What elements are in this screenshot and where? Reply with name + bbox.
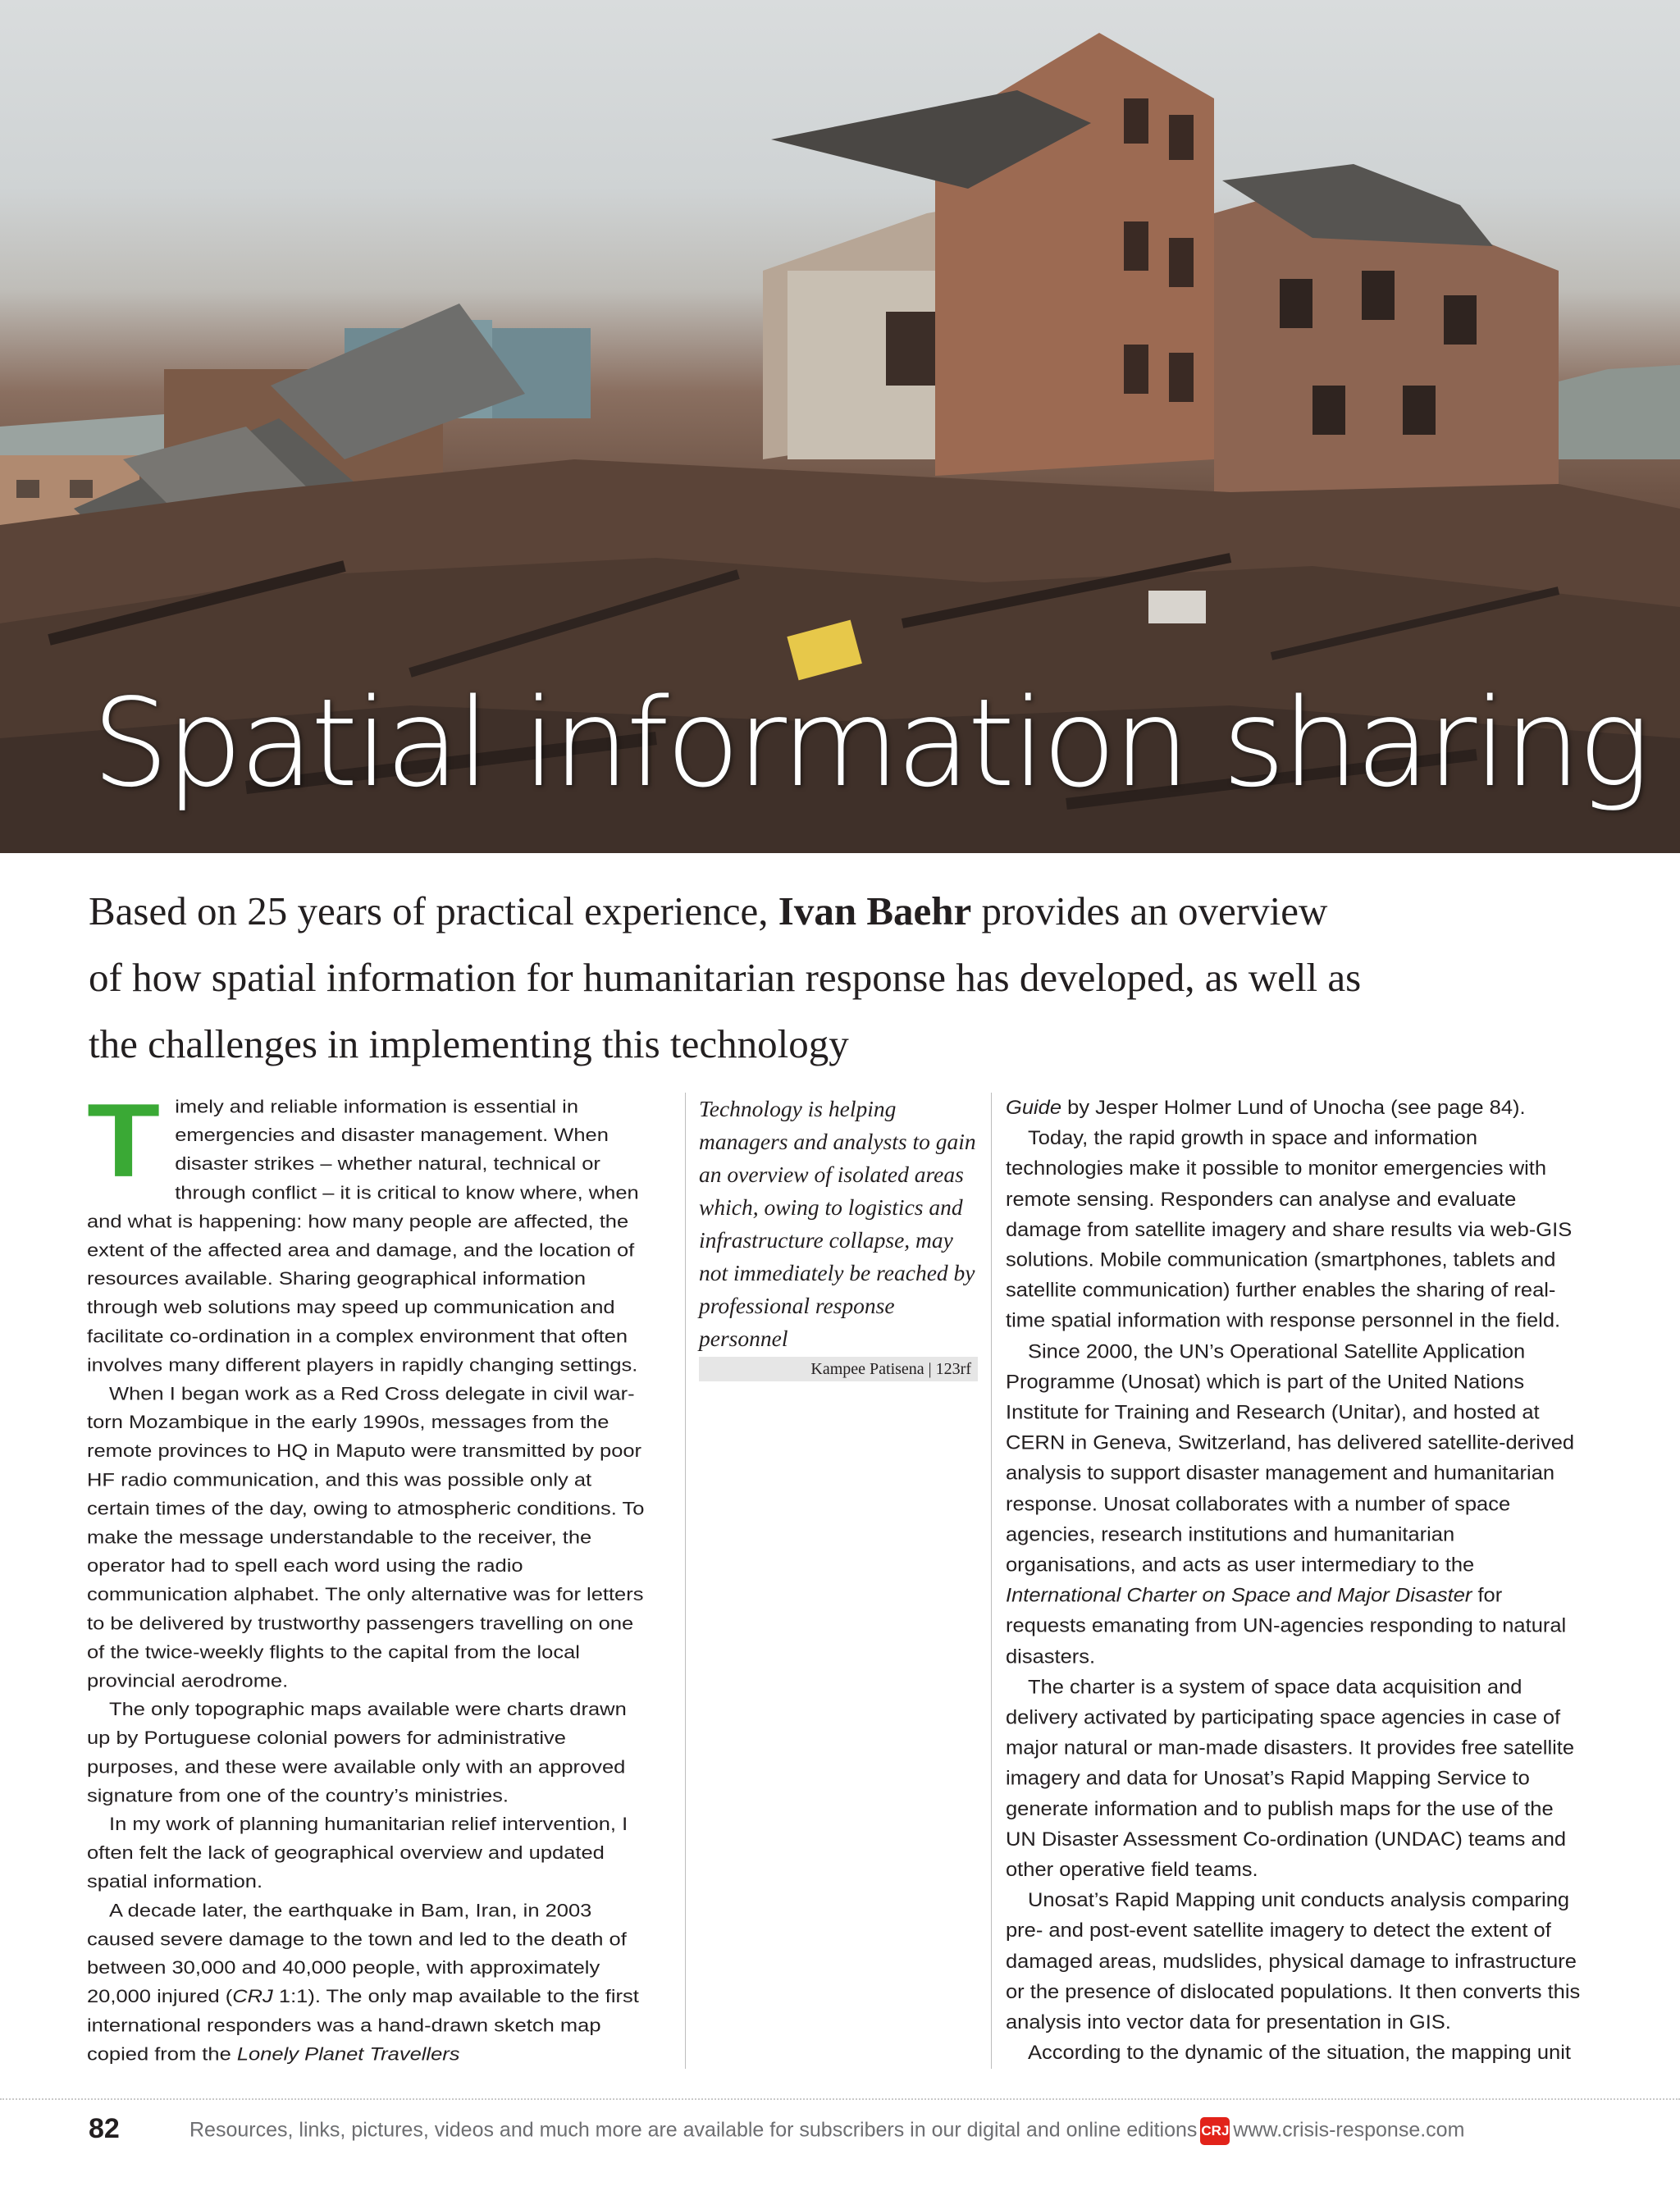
footer-text: Resources, links, pictures, videos and much more are available for subscribers in our digital and online editions xyxy=(189,2118,1198,2142)
paragraph xyxy=(1006,1093,1588,1123)
crj-logo-icon: CRJ xyxy=(1200,2117,1230,2145)
book-title: Lonely Planet Travellers xyxy=(236,2044,460,2065)
page-number: 82 xyxy=(89,2113,120,2144)
photo-caption: Technology is helping managers and analysts to gain an overview of isolated areas which, owing to logistics and infrastructure collapse, may not immediately be reached by professional response personnel xyxy=(699,1096,976,1351)
standfirst-text-end: provides an overview of how spatial information for humanitarian response has developed, as well as the challenges in implementing this technology xyxy=(89,888,1362,1066)
paragraph: According to the dynamic of the situation, the mapping unit xyxy=(1028,2042,1571,2064)
column-divider xyxy=(685,1093,686,2069)
standfirst-text-start: Based on 25 years of practical experience, xyxy=(89,888,778,933)
body-column-3 xyxy=(1006,1093,1588,2069)
paragraph: The charter is a system of space data acquisition and delivery activated by participating space agencies in case of major natural or man-made disasters. It provides free satellite imagery and data for Unosat’s Rapid Mapping Service to generate information and to publish maps for the use of the UN Disaster Assessment Co-ordination (UNDAC) teams and other operative field teams. xyxy=(1006,1676,1575,1881)
paragraph xyxy=(1006,1336,1588,1672)
standfirst xyxy=(89,878,1368,1077)
author-name: Ivan Baehr xyxy=(778,888,972,933)
paragraph: imely and reliable information is essential in emergencies and disaster management. When disaster strikes – whether natural, technical or through conflict – it is critical to know where, when and what is happening: how many people are affected, the extent of the affected area and damage, and the location of resources available. Sharing geographical information through web solutions may speed up communication and facilitate co-ordination in a complex environment that often involves many different players in rapidly changing settings. xyxy=(87,1097,639,1376)
text-run: for requests emanating from UN-agencies responding to natural disasters. xyxy=(1006,1585,1567,1668)
text-run: Since 2000, the UN’s Operational Satellite Application Programme (Unosat) which is part of the United Nations Institute for Training and Research (Unitar), and hosted at CERN in Geneva, Switzerland, has delivered satellite-derived analysis to support disaster management and humanitarian response. Unosat collaborates with a number of space agencies, research institutions and humanitarian organisations, and acts as user intermediary to the xyxy=(1006,1340,1575,1577)
book-title-cont: Guide xyxy=(1006,1097,1062,1119)
article-title: Spatial information sharing xyxy=(92,673,1647,814)
website-link[interactable]: www.crisis-response.com xyxy=(1233,2118,1465,2142)
charter-name: International Charter on Space and Major Disaster xyxy=(1006,1585,1472,1607)
hero-photo xyxy=(0,0,1680,853)
paragraph: When I began work as a Red Cross delegate in civil war-torn Mozambique in the early 1990s, messages from the remote provinces to HQ in Maputo were transmitted by poor HF radio communication, and this was possible only at certain times of the day, owing to atmospheric conditions. To make the message understandable to the receiver, the operator had to spell each word using the radio communication alphabet. The only alternative was for letters to be delivered by trustworthy passengers travelling on one of the twice-weekly flights to the capital from the local provincial aerodrome. xyxy=(87,1384,645,1691)
paragraph xyxy=(87,1897,653,2069)
publication-name: CRJ xyxy=(232,1987,273,2007)
footer-divider xyxy=(0,2098,1680,2100)
text-run: 1:1). The only map available to the first international responders was a hand-drawn sketch map copied from the xyxy=(87,1987,639,2065)
column-divider xyxy=(991,1093,992,2069)
paragraph: In my work of planning humanitarian relief intervention, I often felt the lack of geographical overview and updated spatial information. xyxy=(87,1814,628,1892)
body-column-1 xyxy=(87,1081,653,2069)
footer-notice xyxy=(189,2117,1464,2145)
paragraph: Unosat’s Rapid Mapping unit conducts analysis comparing pre- and post-event satellite imagery to detect the extent of damaged areas, mudslides, physical damage to infrastructure or the presence of dislocated populations. It then converts this analysis into vector data for presentation in GIS. xyxy=(1006,1890,1581,2034)
paragraph: Today, the rapid growth in space and information technologies make it possible to monitor emergencies with remote sensing. Responders can analyse and evaluate damage from satellite imagery and share results via web-GIS solutions. Mobile communication (smartphones, tablets and satellite communication) further enables the sharing of real-time spatial information with response personnel in the field. xyxy=(1006,1127,1573,1332)
paragraph: The only topographic maps available were charts drawn up by Portuguese colonial powers for administrative purposes, and these were available only with an approved signature from one of the country’s ministries. xyxy=(87,1700,627,1806)
photo-credit: Kampee Patisena | 123rf xyxy=(699,1357,978,1381)
text-run: by Jesper Holmer Lund of Unocha (see page 84). xyxy=(1061,1097,1526,1119)
drop-cap: T xyxy=(87,1081,161,1198)
text-run: A decade later, the earthquake in Bam, Iran, in 2003 caused severe damage to the town and led to the death of between 30,000 and 40,000 people, with approximately 20,000 injured ( xyxy=(87,1901,627,2007)
